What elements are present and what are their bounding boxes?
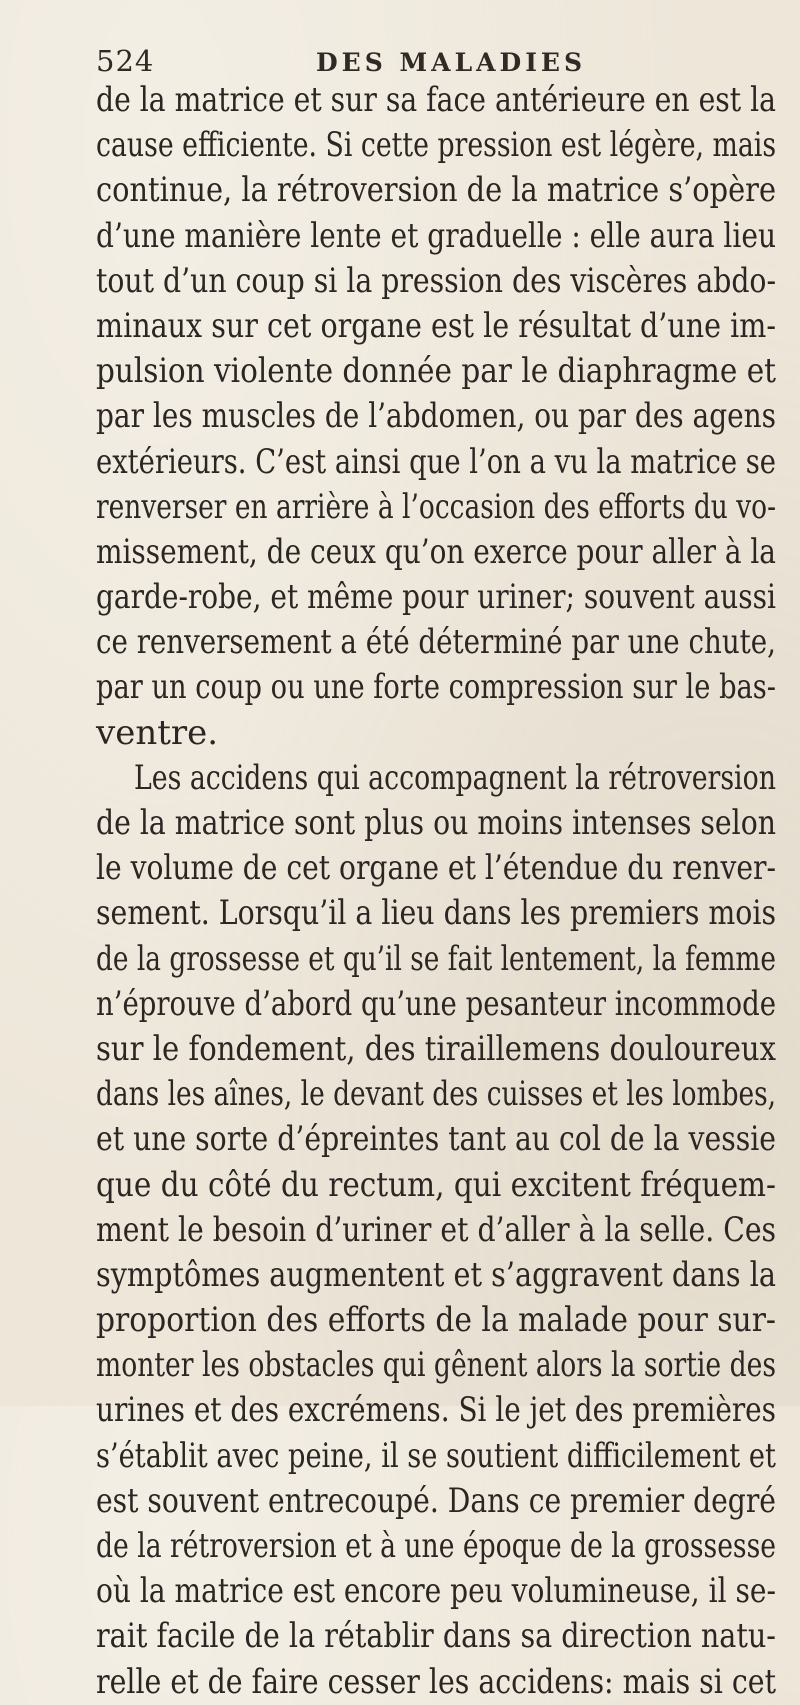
text-line: symptômes augmentent et s’aggravent dans la (96, 1254, 776, 1295)
text-line: où la matrice est encore peu volumineuse, il se- (96, 1571, 776, 1612)
text-line: que du côté du rectum, qui excitent fréquem- (96, 1164, 776, 1205)
text-line: rait facile de la rétablir dans sa direction natu- (96, 1616, 776, 1657)
body-text (96, 78, 776, 1705)
text-line: ment le besoin d’uriner et d’aller à la selle. Ces (96, 1209, 777, 1250)
text-line: cause efficiente. Si cette pression est légère, mais (96, 125, 777, 166)
text-line: n’éprouve d’abord qu’une pesanteur incommode (96, 983, 776, 1024)
text-line: par les muscles de l’abdomen, ou par des agens (96, 396, 777, 437)
text-line: le volume de cet organe et l’étendue du renver- (96, 848, 776, 889)
text-line: garde-robe, et même pour uriner; souvent aussi (96, 577, 776, 618)
text-line: est souvent entrecoupé. Dans ce premier degré (96, 1480, 776, 1521)
text-line: relle et de faire cesser les accidens: mais si cet (96, 1661, 776, 1702)
text-line: pulsion violente donnée par le diaphragme et (96, 351, 776, 392)
running-title: DES MALADIES (316, 48, 587, 77)
text-line: urines et des excrémens. Si le jet des premières (96, 1390, 776, 1431)
text-line: proportion des efforts de la malade pour sur- (96, 1300, 776, 1341)
text-line: par un coup ou une forte compression sur le bas- (96, 667, 777, 708)
text-line: s’établit avec peine, il se soutient difficilement et (96, 1435, 776, 1476)
text-line: missement, de ceux qu’on exerce pour aller à la (96, 531, 776, 572)
text-line: tout d’un coup si la pression des viscères abdo- (96, 260, 777, 301)
text-line: et une sorte d’épreintes tant au col de la vessie (96, 1119, 776, 1160)
text-line: d’une manière lente et graduelle : elle aura lieu (96, 215, 776, 256)
text-line: extérieurs. C’est ainsi que l’on a vu la matrice se (96, 441, 777, 482)
text-line: de la rétroversion et à une époque de la grossesse (96, 1526, 776, 1566)
paragraph-start-line: Les accidens qui accompagnent la rétroversion (134, 757, 776, 798)
text-line: ce renversement a été déterminé par une chute, (96, 622, 776, 663)
text-line: sur le fondement, des tiraillemens douloureux (96, 1028, 776, 1069)
text-line: ventre. (96, 712, 219, 753)
text-line: continue, la rétroversion de la matrice s’opère (96, 170, 777, 211)
text-line: sement. Lorsqu’il a lieu dans les premiers mois (96, 893, 777, 934)
text-line: monter les obstacles qui gênent alors la sortie des (96, 1345, 777, 1386)
text-line: de la grossesse et qu’il se fait lentement, la femme (96, 938, 777, 979)
text-line: dans les aînes, le devant des cuisses et les lombes, (96, 1074, 777, 1115)
text-line: de la matrice sont plus ou moins intenses selon (96, 803, 776, 843)
page-number: 524 (96, 44, 155, 78)
text-line: renverser en arrière à l’occasion des efforts du vo- (96, 486, 777, 527)
text-line: minaux sur cet organe est le résultat d’une im- (96, 305, 777, 346)
text-line: de la matrice et sur sa face antérieure en est la (96, 80, 776, 120)
